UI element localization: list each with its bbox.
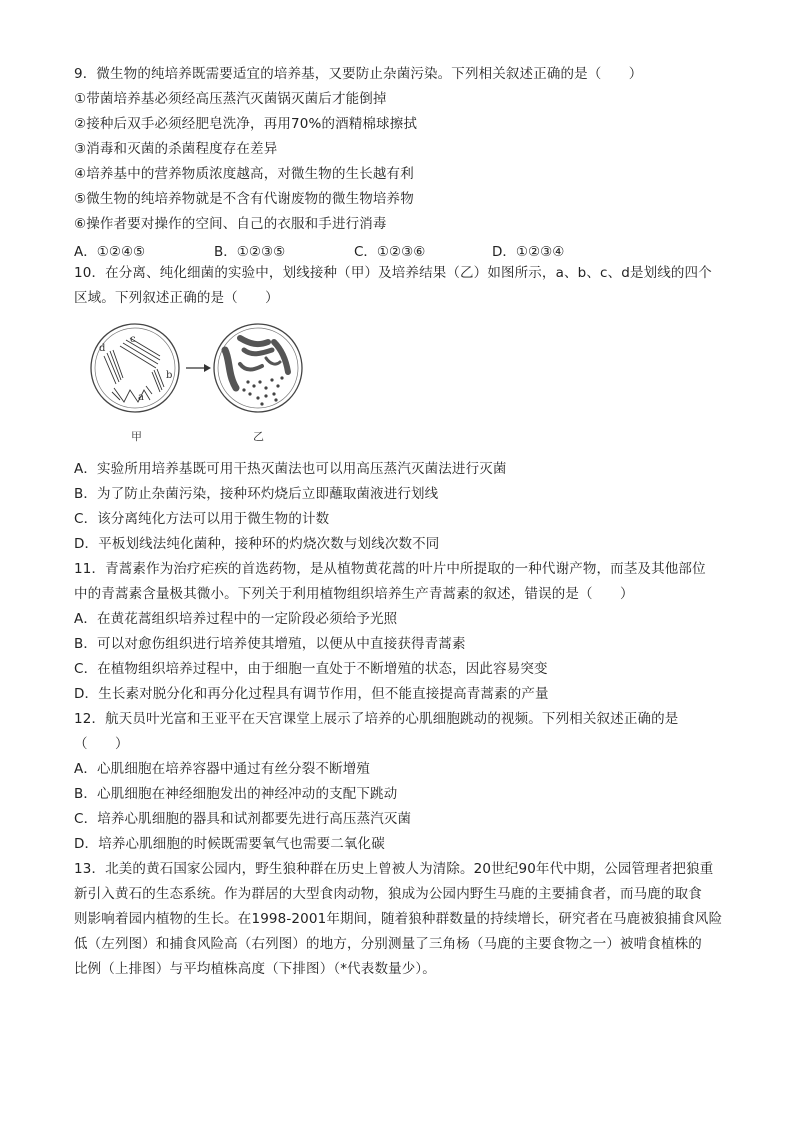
q12-option-b: B．心肌细胞在神经细胞发出的神经冲动的支配下跳动 bbox=[74, 786, 398, 802]
q9-option-c: C．①②③⑥ bbox=[354, 244, 426, 260]
q11-option-b: B．可以对愈伤组织进行培养使其增殖，以便从中直接获得青蒿素 bbox=[74, 636, 466, 652]
figure-label-yi: 乙 bbox=[253, 430, 264, 443]
q13-line-5: 比例（上排图）与平均植株高度（下排图）（*代表数量少）。 bbox=[74, 961, 436, 977]
q9-stem: 9．微生物的纯培养既需要适宜的培养基，又要防止杂菌污染。下列相关叙述正确的是（ ） bbox=[74, 66, 643, 82]
zone-label-d: d bbox=[99, 343, 106, 354]
q12-option-a: A．心肌细胞在培养容器中通过有丝分裂不断增殖 bbox=[74, 761, 371, 777]
q9-option-d: D．①②③④ bbox=[492, 244, 565, 260]
q9-options bbox=[74, 240, 714, 258]
streak-plate-diagram bbox=[90, 320, 320, 448]
q11-stem-line-2: 中的青蒿素含量极其微小。下列关于利用植物组织培养生产青蒿素的叙述，错误的是（ ） bbox=[74, 586, 634, 602]
q11-option-a: A．在黄花蒿组织培养过程中的一定阶段必须给予光照 bbox=[74, 611, 398, 627]
q11-option-d: D．生长素对脱分化和再分化过程具有调节作用，但不能直接提高青蒿素的产量 bbox=[74, 686, 549, 702]
q12-stem-line-1: 12．航天员叶光富和王亚平在天宫课堂上展示了培养的心肌细胞跳动的视频。下列相关叙述正确的是 bbox=[74, 711, 679, 727]
q12-option-c: C．培养心肌细胞的器具和试剂都要先进行高压蒸汽灭菌 bbox=[74, 811, 412, 827]
q9-statement-1: ①带菌培养基必须经高压蒸汽灭菌锅灭菌后才能倒掉 bbox=[74, 91, 387, 107]
streak-plate-figure bbox=[90, 320, 320, 448]
q11-stem-line-1: 11．青蒿素作为治疗疟疾的首选药物，是从植物黄花蒿的叶片中所提取的一种代谢产物，而茎及其他部位 bbox=[74, 561, 706, 577]
zone-label-c: c bbox=[130, 334, 136, 345]
q13-line-4: 低（左列图）和捕食风险高（右列图）的地方，分别测量了三角杨（马鹿的主要食物之一）被啃食植株的 bbox=[74, 936, 702, 952]
arrow-right-icon bbox=[186, 364, 211, 372]
zone-label-b: b bbox=[166, 370, 173, 381]
q13-line-3: 则影响着园内植物的生长。在1998-2001年期间，随着狼种群数量的持续增长，研究者在马鹿被狼捕食风险 bbox=[74, 911, 723, 927]
zone-label-a: a bbox=[138, 392, 144, 403]
petri-dish-colonies bbox=[214, 324, 302, 412]
q11-option-c: C．在植物组织培养过程中，由于细胞一直处于不断增殖的状态，因此容易突变 bbox=[74, 661, 548, 677]
q10-stem-line-1: 10．在分离、纯化细菌的实验中，划线接种（甲）及培养结果（乙）如图所示，a、b、c、d是划线的四个 bbox=[74, 265, 712, 281]
q9-statement-6: ⑥操作者要对操作的空间、自己的衣服和手进行消毒 bbox=[74, 216, 387, 232]
q9-option-b: B．①②③⑤ bbox=[214, 244, 286, 260]
q10-stem-line-2: 区域。下列叙述正确的是（ ） bbox=[74, 290, 279, 306]
q9-statement-5: ⑤微生物的纯培养物就是不含有代谢废物的微生物培养物 bbox=[74, 191, 414, 207]
petri-dish-streaking bbox=[91, 324, 179, 412]
figure-label-jia: 甲 bbox=[131, 430, 142, 443]
q9-statement-4: ④培养基中的营养物质浓度越高，对微生物的生长越有利 bbox=[74, 166, 414, 182]
q9-statement-3: ③消毒和灭菌的杀菌程度存在差异 bbox=[74, 141, 278, 157]
q12-option-d: D．培养心肌细胞的时候既需要氧气也需要二氧化碳 bbox=[74, 836, 385, 852]
q10-option-b: B．为了防止杂菌污染，接种环灼烧后立即蘸取菌液进行划线 bbox=[74, 486, 439, 502]
q13-line-2: 新引入黄石的生态系统。作为群居的大型食肉动物，狼成为公园内野生马鹿的主要捕食者，而马鹿的取食 bbox=[74, 886, 702, 902]
q9-option-a: A．①②④⑤ bbox=[74, 244, 146, 260]
q10-option-d: D．平板划线法纯化菌种，接种环的灼烧次数与划线次数不同 bbox=[74, 536, 440, 552]
q12-stem-line-2: （ ） bbox=[74, 736, 129, 752]
q10-option-c: C．该分离纯化方法可以用于微生物的计数 bbox=[74, 511, 330, 527]
q10-option-a: A．实验所用培养基既可用干热灭菌法也可以用高压蒸汽灭菌法进行灭菌 bbox=[74, 461, 507, 477]
q13-line-1: 13．北美的黄石国家公园内，野生狼种群在历史上曾被人为清除。20世纪90年代中期，公园管理者把狼重 bbox=[74, 861, 714, 877]
q9-statement-2: ②接种后双手必须经肥皂洗净，再用70%的酒精棉球擦拭 bbox=[74, 116, 418, 132]
